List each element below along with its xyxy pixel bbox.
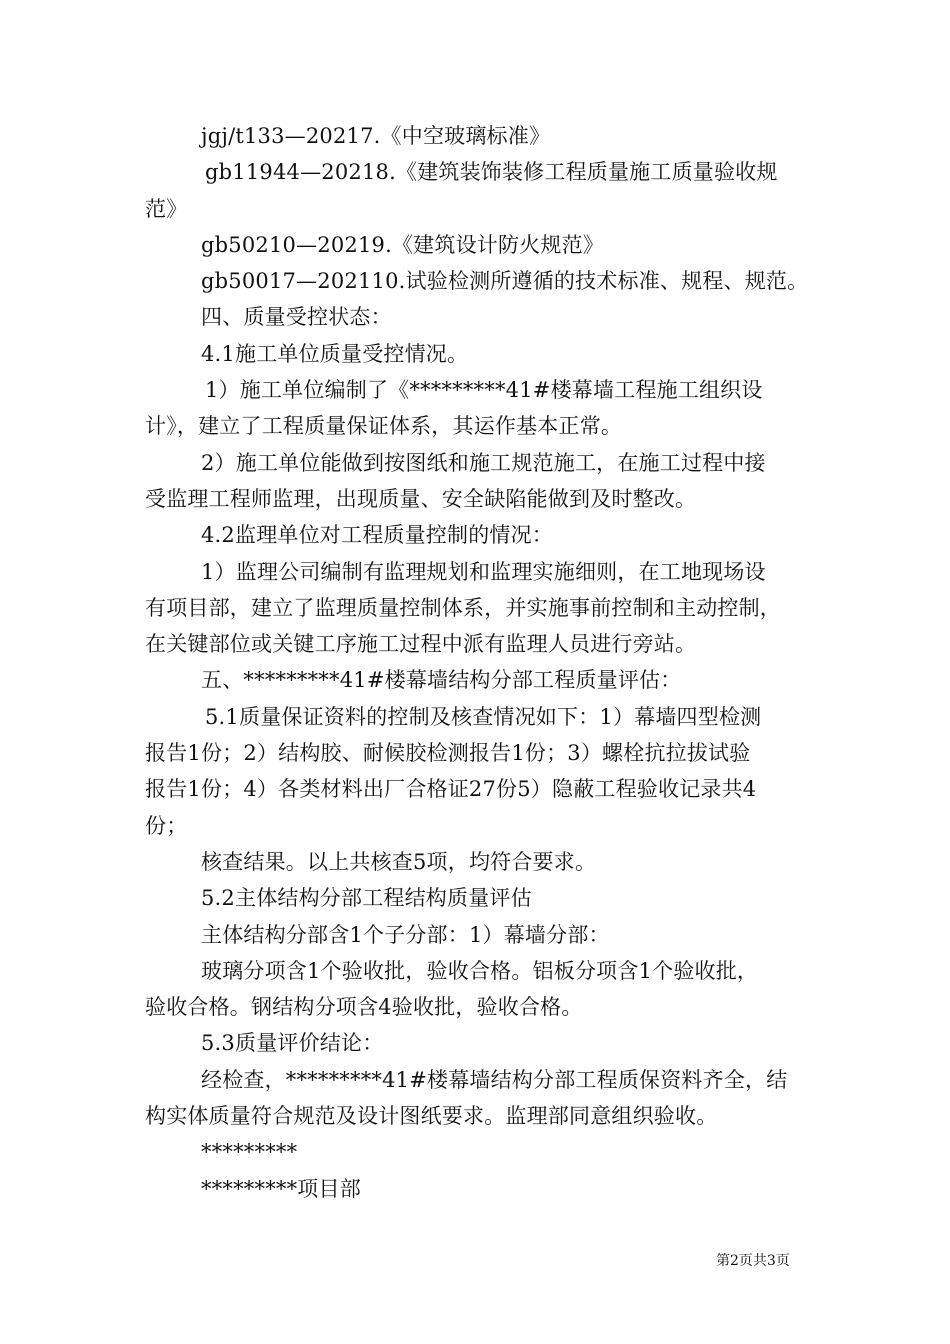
text-line: 四、质量受控状态： [201,305,392,330]
text-line: 玻璃分项含1个验收批，验收合格。铝板分项含1个验收批， [201,958,759,983]
text-line: 在关键部位或关键工序施工过程中派有监理人员进行旁站。 [145,632,697,657]
text-line: 核查结果。以上共核查5项，均符合要求。 [201,849,597,874]
text-line: 5.3质量评价结论： [201,1031,384,1056]
text-line: 范》 [145,196,188,221]
text-line: 报告1份；4）各类材料出厂合格证27份5）隐蔽工程验收记录共4 [145,777,757,802]
text-line: 五、*********41#楼幕墙结构分部工程质量评估： [201,668,682,693]
text-line: 4.1施工单位质量受控情况。 [201,341,469,366]
text-line: 验收合格。钢结构分项含4验收批，验收合格。 [145,995,583,1020]
text-line: gb50210—20219.《建筑设计防火规范》 [201,232,604,257]
text-line: 报告1份；2）结构胶、耐候胶检测报告1份；3）螺栓抗拉拔试验 [145,741,751,766]
text-line: 1）施工单位编制了《*********41#楼幕墙工程施工组织设 [205,378,763,403]
text-line: 受监理工程师监理，出现质量、安全缺陷能做到及时整改。 [145,486,697,511]
text-line: 经检查，*********41#楼幕墙结构分部工程质保资料齐全，结 [201,1067,788,1092]
text-line: *********项目部 [201,1176,361,1201]
text-line: 份； [145,813,188,838]
text-line: jgj/t133—20217.《中空玻璃标准》 [201,124,551,148]
text-line: 2）施工单位能做到按图纸和施工规范施工，在施工过程中接 [201,450,766,475]
text-line: 有项目部，建立了监理质量控制体系，并实施事前控制和主动控制， [145,595,781,620]
page-number-footer: 第2页共3页 [716,1253,790,1269]
text-line: gb11944—20218.《建筑装饰装修工程质量施工质量验收规 [205,160,778,185]
text-line: gb50017—202110.试验检测所遵循的技术标准、规程、规范。 [201,269,809,294]
text-line: 计》，建立了工程质量保证体系，其运作基本正常。 [145,414,623,439]
text-line: 构实体质量符合规范及设计图纸要求。监理部同意组织验收。 [145,1104,718,1129]
text-line: 5.2主体结构分部工程结构质量评估 [201,886,532,911]
document-body [145,118,815,1207]
text-line: 4.2监理单位对工程质量控制的情况： [201,523,553,548]
text-line: 1）监理公司编制有监理规划和监理实施细则，在工地现场设 [201,559,766,584]
text-line: 主体结构分部含1个子分部：1）幕墙分部： [201,922,610,947]
text-line: ********* [201,1140,298,1165]
text-line: 5.1质量保证资料的控制及核查情况如下：1）幕墙四型检测 [205,704,762,729]
